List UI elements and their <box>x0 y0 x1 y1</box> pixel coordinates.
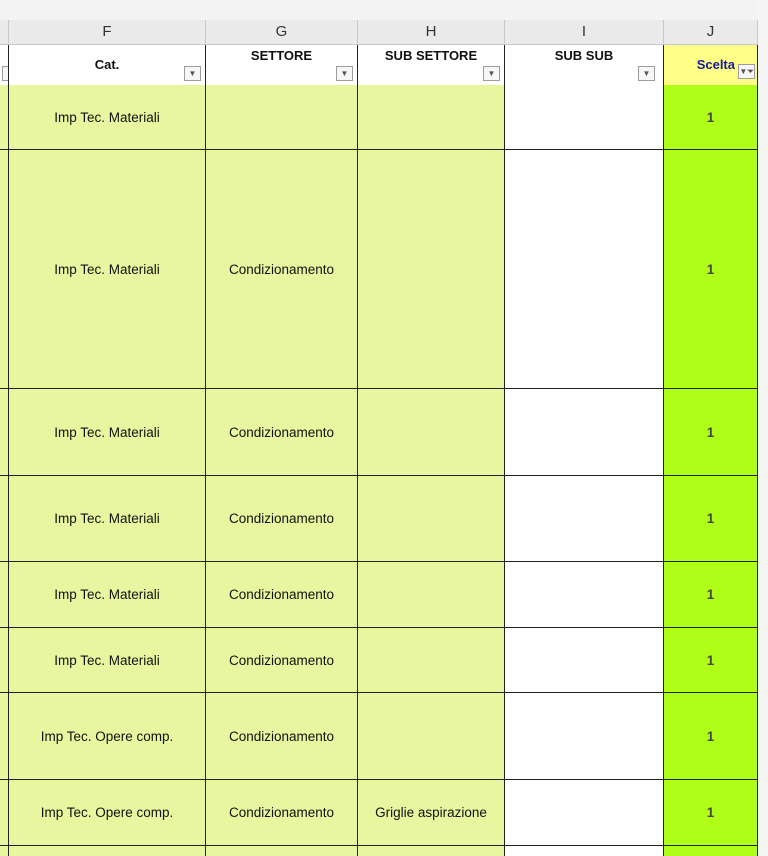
cell-cat[interactable]: Imp Tec. Materiali <box>9 476 206 561</box>
column-letter-h[interactable]: H <box>358 20 505 44</box>
cell-settore[interactable]: Condizionamento <box>206 389 358 475</box>
cell-prev[interactable] <box>0 693 9 779</box>
cell-scelta[interactable] <box>664 846 758 856</box>
filter-dropdown-icon[interactable]: ▼ <box>184 66 201 81</box>
cell-prev[interactable] <box>0 628 9 692</box>
filter-dropdown-icon[interactable]: ▼ <box>336 66 353 81</box>
cell-settore[interactable]: Condizionamento <box>206 628 358 692</box>
cell-scelta[interactable]: 1 <box>664 150 758 388</box>
cell-sub-sub[interactable] <box>505 628 664 692</box>
column-letter-prev[interactable] <box>0 20 9 44</box>
cell-sub-sub[interactable] <box>505 846 664 856</box>
cell-cat[interactable]: Imp Tec. Materiali <box>9 562 206 627</box>
cell-scelta[interactable]: 1 <box>664 562 758 627</box>
header-settore <box>206 45 358 85</box>
cell-scelta[interactable]: 1 <box>664 780 758 845</box>
ribbon-edge <box>0 0 768 21</box>
cell-scelta[interactable]: 1 <box>664 389 758 475</box>
header-scelta <box>664 45 758 85</box>
column-letter-row <box>0 20 768 45</box>
cell-sub-settore[interactable] <box>358 846 505 856</box>
cell-settore[interactable] <box>206 846 358 856</box>
cell-sub-settore[interactable] <box>358 389 505 475</box>
cell-sub-sub[interactable] <box>505 389 664 475</box>
cell-sub-settore[interactable]: Griglie aspirazione <box>358 780 505 845</box>
cell-sub-sub[interactable] <box>505 476 664 561</box>
cell-scelta[interactable]: 1 <box>664 693 758 779</box>
cell-prev[interactable] <box>0 846 9 856</box>
header-cat-label: Cat. <box>94 57 120 72</box>
filter-active-icon[interactable]: ▼⏷ <box>738 64 755 79</box>
table-row <box>0 150 768 389</box>
header-sub-sub-label: SUB SUB <box>554 48 614 63</box>
cell-prev[interactable] <box>0 389 9 475</box>
column-letter-f[interactable]: F <box>9 20 206 44</box>
cell-settore[interactable] <box>206 85 358 149</box>
cell-settore[interactable]: Condizionamento <box>206 693 358 779</box>
cell-sub-settore[interactable] <box>358 628 505 692</box>
header-sub-settore-label: SUB SETTORE <box>384 48 478 63</box>
cell-scelta[interactable]: 1 <box>664 628 758 692</box>
cell-prev[interactable] <box>0 562 9 627</box>
column-letter-g[interactable]: G <box>206 20 358 44</box>
header-sub-settore <box>358 45 505 85</box>
cell-prev[interactable] <box>0 85 9 149</box>
filter-dropdown-icon[interactable]: ▼ <box>638 66 655 81</box>
column-letter-i[interactable]: I <box>505 20 664 44</box>
scroll-gutter <box>758 0 768 856</box>
cell-settore[interactable]: Condizionamento <box>206 150 358 388</box>
header-scelta-label: Scelta <box>696 57 735 72</box>
header-prev <box>0 45 9 85</box>
filter-dropdown-icon[interactable]: ▼ <box>483 66 500 81</box>
cell-sub-sub[interactable] <box>505 693 664 779</box>
table-row <box>0 780 768 846</box>
cell-cat[interactable]: Imp Tec. Materiali <box>9 150 206 388</box>
header-sub-sub <box>505 45 664 85</box>
cell-sub-sub[interactable] <box>505 562 664 627</box>
cell-sub-settore[interactable] <box>358 562 505 627</box>
cell-cat[interactable]: Imp Tec. Opere comp. <box>9 693 206 779</box>
cell-prev[interactable] <box>0 780 9 845</box>
cell-settore[interactable]: Condizionamento <box>206 780 358 845</box>
table-row-partial <box>0 846 768 856</box>
cell-cat[interactable]: Imp Tec. Materiali <box>9 389 206 475</box>
cell-cat[interactable]: Imp Tec. Materiali <box>9 628 206 692</box>
cell-sub-settore[interactable] <box>358 85 505 149</box>
cell-prev[interactable] <box>0 476 9 561</box>
column-letter-j[interactable]: J <box>664 20 758 44</box>
cell-settore[interactable]: Condizionamento <box>206 476 358 561</box>
cell-sub-sub[interactable] <box>505 780 664 845</box>
cell-cat[interactable]: Imp Tec. Opere comp. <box>9 780 206 845</box>
table-row <box>0 693 768 780</box>
header-settore-label: SETTORE <box>250 48 313 63</box>
cell-prev[interactable] <box>0 150 9 388</box>
cell-sub-sub[interactable] <box>505 150 664 388</box>
cell-scelta[interactable]: 1 <box>664 476 758 561</box>
table-row <box>0 476 768 562</box>
table-row <box>0 562 768 628</box>
cell-settore[interactable]: Condizionamento <box>206 562 358 627</box>
cell-sub-sub[interactable] <box>505 85 664 149</box>
table-row <box>0 628 768 693</box>
table-row <box>0 85 768 150</box>
filter-header-row <box>0 45 768 86</box>
cell-sub-settore[interactable] <box>358 476 505 561</box>
header-cat <box>9 45 206 85</box>
table-row <box>0 389 768 476</box>
cell-cat[interactable]: Imp Tec. Materiali <box>9 85 206 149</box>
filter-dropdown-icon[interactable] <box>2 66 8 81</box>
cell-sub-settore[interactable] <box>358 150 505 388</box>
cell-cat[interactable] <box>9 846 206 856</box>
cell-scelta[interactable]: 1 <box>664 85 758 149</box>
cell-sub-settore[interactable] <box>358 693 505 779</box>
